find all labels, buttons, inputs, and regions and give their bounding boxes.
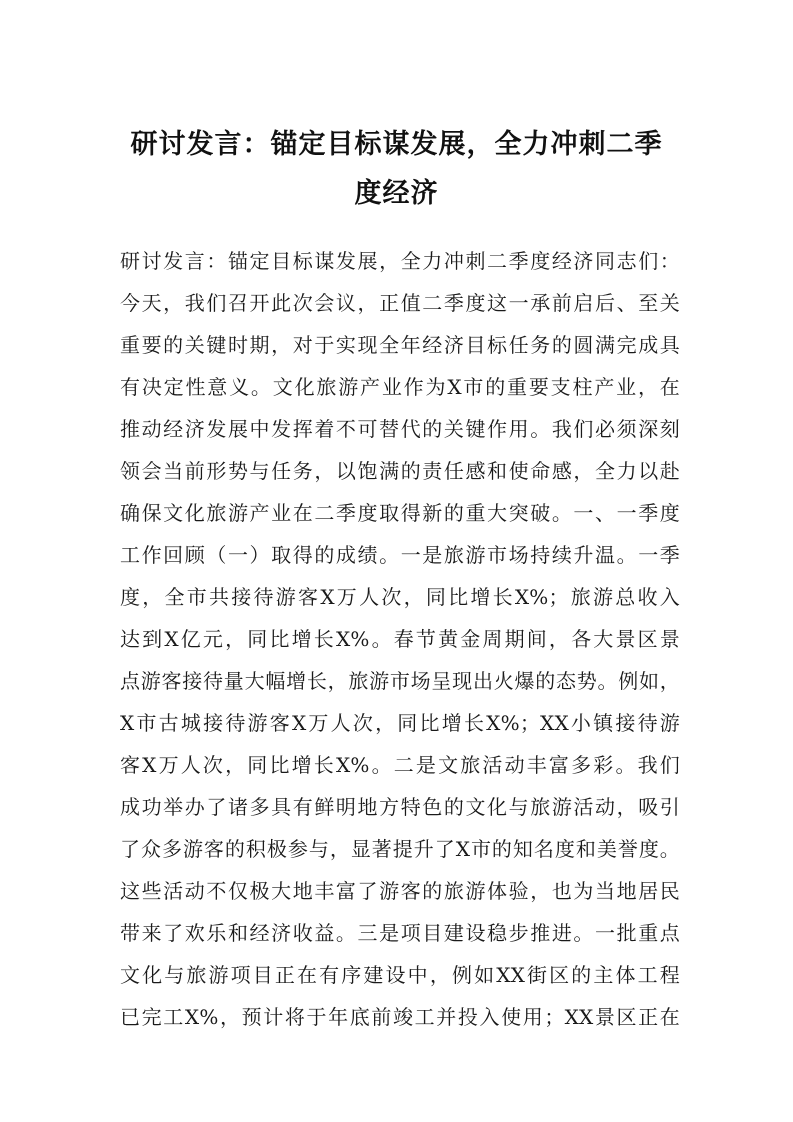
title-line: 研讨发言：锚定目标谋发展，全力冲刺二季 bbox=[130, 129, 663, 160]
body-line: X市古城接待游客X万人次，同比增长X%；XX小镇接待游 bbox=[120, 711, 680, 735]
body-line: 研讨发言：锚定目标谋发展，全力冲刺二季度经济同志们： bbox=[120, 249, 680, 273]
body-line: 领会当前形势与任务，以饱满的责任感和使命感，全力以赴 bbox=[120, 459, 680, 483]
body-line: 文化与旅游项目正在有序建设中，例如XX街区的主体工程 bbox=[120, 963, 680, 987]
body-line: 有决定性意义。文化旅游产业作为X市的重要支柱产业，在 bbox=[120, 375, 680, 399]
body-line: 点游客接待量大幅增长，旅游市场呈现出火爆的态势。例如， bbox=[120, 669, 680, 693]
body-line: 度，全市共接待游客X万人次，同比增长X%；旅游总收入 bbox=[120, 585, 680, 609]
body-line: 这些活动不仅极大地丰富了游客的旅游体验，也为当地居民 bbox=[120, 879, 680, 903]
body-line: 带来了欢乐和经济收益。三是项目建设稳步推进。一批重点 bbox=[120, 921, 680, 945]
body-line: 确保文化旅游产业在二季度取得新的重大突破。一、一季度 bbox=[120, 501, 680, 525]
title-line: 度经济 bbox=[354, 178, 439, 209]
body-line: 达到X亿元，同比增长X%。春节黄金周期间，各大景区景 bbox=[120, 627, 680, 651]
body-line: 推动经济发展中发挥着不可替代的关键作用。我们必须深刻 bbox=[120, 417, 680, 441]
body-line: 了众多游客的积极参与，显著提升了X市的知名度和美誉度。 bbox=[120, 837, 680, 861]
body-line: 已完工X%，预计将于年底前竣工并投入使用；XX景区正在 bbox=[120, 1005, 680, 1029]
body-line: 今天，我们召开此次会议，正值二季度这一承前启后、至关 bbox=[120, 291, 680, 315]
body-line: 成功举办了诸多具有鲜明地方特色的文化与旅游活动，吸引 bbox=[120, 795, 680, 819]
document-body bbox=[120, 240, 680, 1038]
body-line: 客X万人次，同比增长X%。二是文旅活动丰富多彩。我们 bbox=[120, 753, 680, 777]
body-line: 重要的关键时期，对于实现全年经济目标任务的圆满完成具 bbox=[120, 333, 680, 357]
body-line: 工作回顾（一）取得的成绩。一是旅游市场持续升温。一季 bbox=[120, 543, 680, 567]
document-title bbox=[100, 120, 693, 218]
